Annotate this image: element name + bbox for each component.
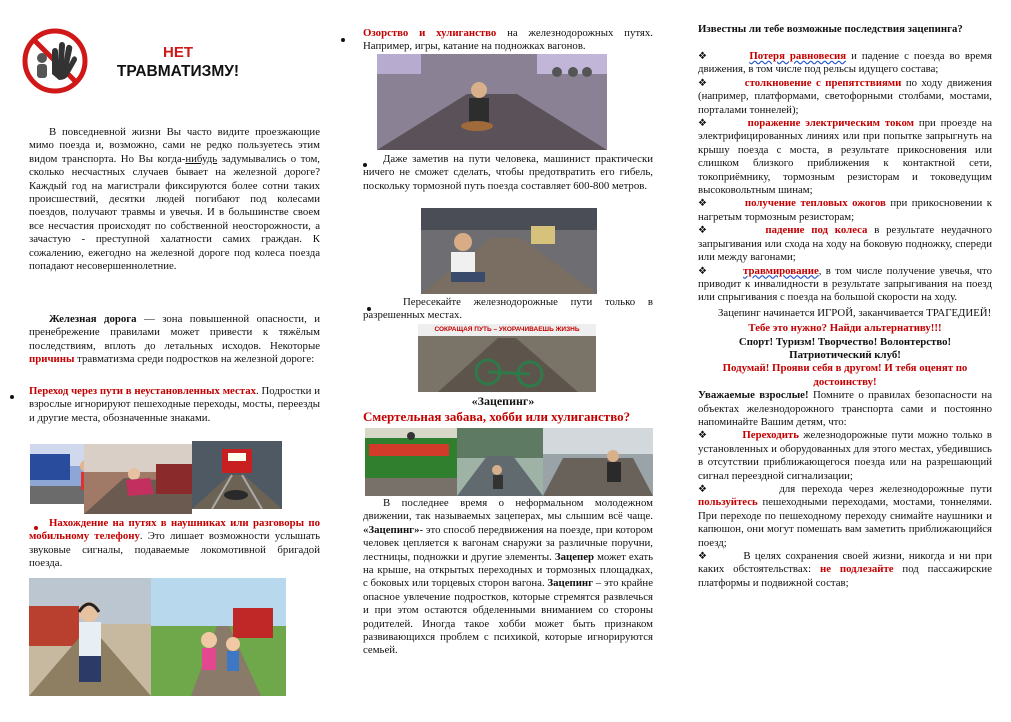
- zacep-paragraph: В последнее время о неформальном молодежном движении, так называемых зацеперах, мы слышим всё чаще. «Зацепинг»- это способ передвижения на поезде, при котором человек цепляется к вагонам снаружи за различные поручни, лестницы, подножки и другие элементы. Зацепер может ехать на крыше, на открытых переходных и тормозных площадках, с боковых или торцевых сторон вагона. Зацепинг – это крайне опасное увлечение подростков, которые стремятся развлечься и при этом остаются обделенными вниманием со стороны родителей. Иногда такое хобби может быть признаком развивающихся проблем с психикой, которые игнорируются семьей.: [363, 497, 653, 657]
- list-item: ❖ травмирование, в том числе получение увечья, что приводит к инвалидности в результате запрыгивания на поезд или спрыгивания с поезда на большой скорости на ходу.: [698, 264, 993, 304]
- rail-paragraph: Железная дорога — зона повышенной опасности, и пренебрежение правилами может привести к тяжёлым последствиям, вплоть до летальных исходов. Некоторые причины травматизма среди подростков на железной дороге:: [29, 313, 320, 366]
- photo-man-sitting-on-rails: [421, 208, 597, 294]
- bullet-dot: [10, 390, 14, 403]
- reason-crossing: Переход через пути в неустановленных местах. Подростки и взрослые игнорируют пешеходные переходы, мосты, переезды и другие места, обозначенные знаками.: [29, 385, 320, 424]
- think-call: Подумай! Прояви себя в другом! И тебя оценят по достоинству!: [722, 362, 968, 388]
- list-item: ❖ Потеря равновесия и падение с поезда во время движения, в том числе под рельсы идущего состава;: [698, 50, 992, 76]
- reason-mischief: Озорство и хулиганство на железнодорожных путях. Например, игры, катание на подножках вагонов.: [363, 27, 653, 53]
- zacep-subtitle: Смертельная забава, хобби или хулиганство?: [363, 409, 631, 424]
- game-warning: Зацепинг начинается ИГРОЙ, заканчивается ТРАГЕДИЕЙ!: [718, 306, 992, 319]
- photo-train-riders: [365, 428, 457, 496]
- photo-teens-on-tracks: [377, 54, 607, 150]
- consequences-list: [698, 50, 992, 590]
- stop-hand-icon: [22, 28, 88, 94]
- intro-paragraph: В повседневной жизни Вы часто видите проезжающие мимо поезда и, возможно, сами не редко пользуетесь этим видом транспорта. Но Вы когда-нибудь задумывались о том, сколько несчастных случаев бывает на железной дороге? Каждый год на магистрали фиксируются более сотни таких происшествий, десятки людей погибают под колесами поездов, получают травмы и увечья. И в большинстве своем все несчастия происходят по собственной неосторожности, а зачастую - преступной халатности самих граждан. К сожалению, ежегодно на железной дороге под колеса поезда попадают несовершеннолетние.: [29, 126, 320, 273]
- crossing-advice: Пересекайте железнодорожные пути только в разрешенных местах.: [363, 296, 653, 322]
- photo-caption: СОКРАЩАЯ ПУТЬ – УКОРАЧИВАЕШЬ ЖИЗНЬ: [434, 326, 580, 333]
- list-item: ❖ поражение электрическим током при проезде на электрифицированных линиях или при попытке запрыгнуть на крышу поезда с моста, в результате прикосновения или слишком близкого приближения к контактной сети, токоприёмнику, тормозным резисторам и токоведущим высоковольтным шинам;: [698, 117, 993, 197]
- alternatives-list: Спорт! Туризм! Творчество! Волонтерство! Патриотический клуб!: [738, 335, 952, 361]
- list-item: ❖ получение тепловых ожогов при прикосновении к нагретым тормозным резисторам;: [698, 197, 992, 223]
- column-3: [673, 0, 1011, 722]
- bullet-dot: [341, 33, 345, 46]
- list-item: ❖ В целях сохранения своей жизни, никогда и ни при каких обстоятельствах: не подлезайте под пассажирские платформы и подвижной состав;: [698, 550, 992, 589]
- list-item: ❖ столкновение с препятствиями по ходу движения (например, платформами, светофорными столбами, мостами, порталами тоннелей);: [698, 76, 993, 116]
- zacep-title: «Зацепинг»: [471, 394, 535, 408]
- alternative-call: Тебе это нужно? Найди альтернативу!!!: [748, 322, 942, 335]
- photo-girl-under-train: [84, 444, 192, 514]
- list-item: ❖ для перехода через железнодорожные пути пользуйтесь пешеходными переходами, мостами, тоннелями. При переходе по пешеходному переходу снимайте наушники и капюшон, они могут помешать вам заметить приближающийся поезд;: [698, 483, 992, 549]
- column-1: [0, 0, 333, 722]
- photo-youth-on-train: [543, 428, 653, 496]
- photo-person-on-rails: [192, 441, 282, 509]
- photo-bicycle-on-tracks: [418, 324, 596, 392]
- page-title: НЕТ ТРАВМАТИЗМУ!: [116, 44, 240, 80]
- adults-paragraph: Уважаемые взрослые! Помните о правилах безопасности на объектах железнодорожного транспорта сами и постоянно напоминайте Вашим детям, что:: [698, 389, 992, 428]
- reason-headphones: Нахождение на путях в наушниках или разговоры по мобильному телефону. Это лишает возможности услышать звуковые сигналы, подаваемые локомотивной бригадой поезда.: [29, 517, 320, 570]
- photo-rider-on-roof: [457, 428, 543, 496]
- photo-children-on-rails: [151, 578, 286, 696]
- list-item: ❖ падение под колеса в результате неудачного запрыгивания или схода на ходу на боковую подножку, спереди или между вагонами;: [698, 224, 993, 264]
- consequences-question: Известны ли тебе возможные последствия зацепинга?: [698, 23, 963, 35]
- photo-boy-headphones: [29, 578, 151, 696]
- list-item: ❖ Переходить железнодорожные пути можно только в установленных и оборудованных для этого местах, убедившись в отсутствии приближающегося поезда или на разрешающий сигнал переездной сигнализации;: [698, 429, 992, 482]
- column-2: [333, 0, 673, 722]
- braking-paragraph: Даже заметив на пути человека, машинист практически ничего не сможет сделать, чтобы предотвратить его гибель, поскольку тормозной путь поезда составляет 600-800 метров.: [363, 153, 653, 192]
